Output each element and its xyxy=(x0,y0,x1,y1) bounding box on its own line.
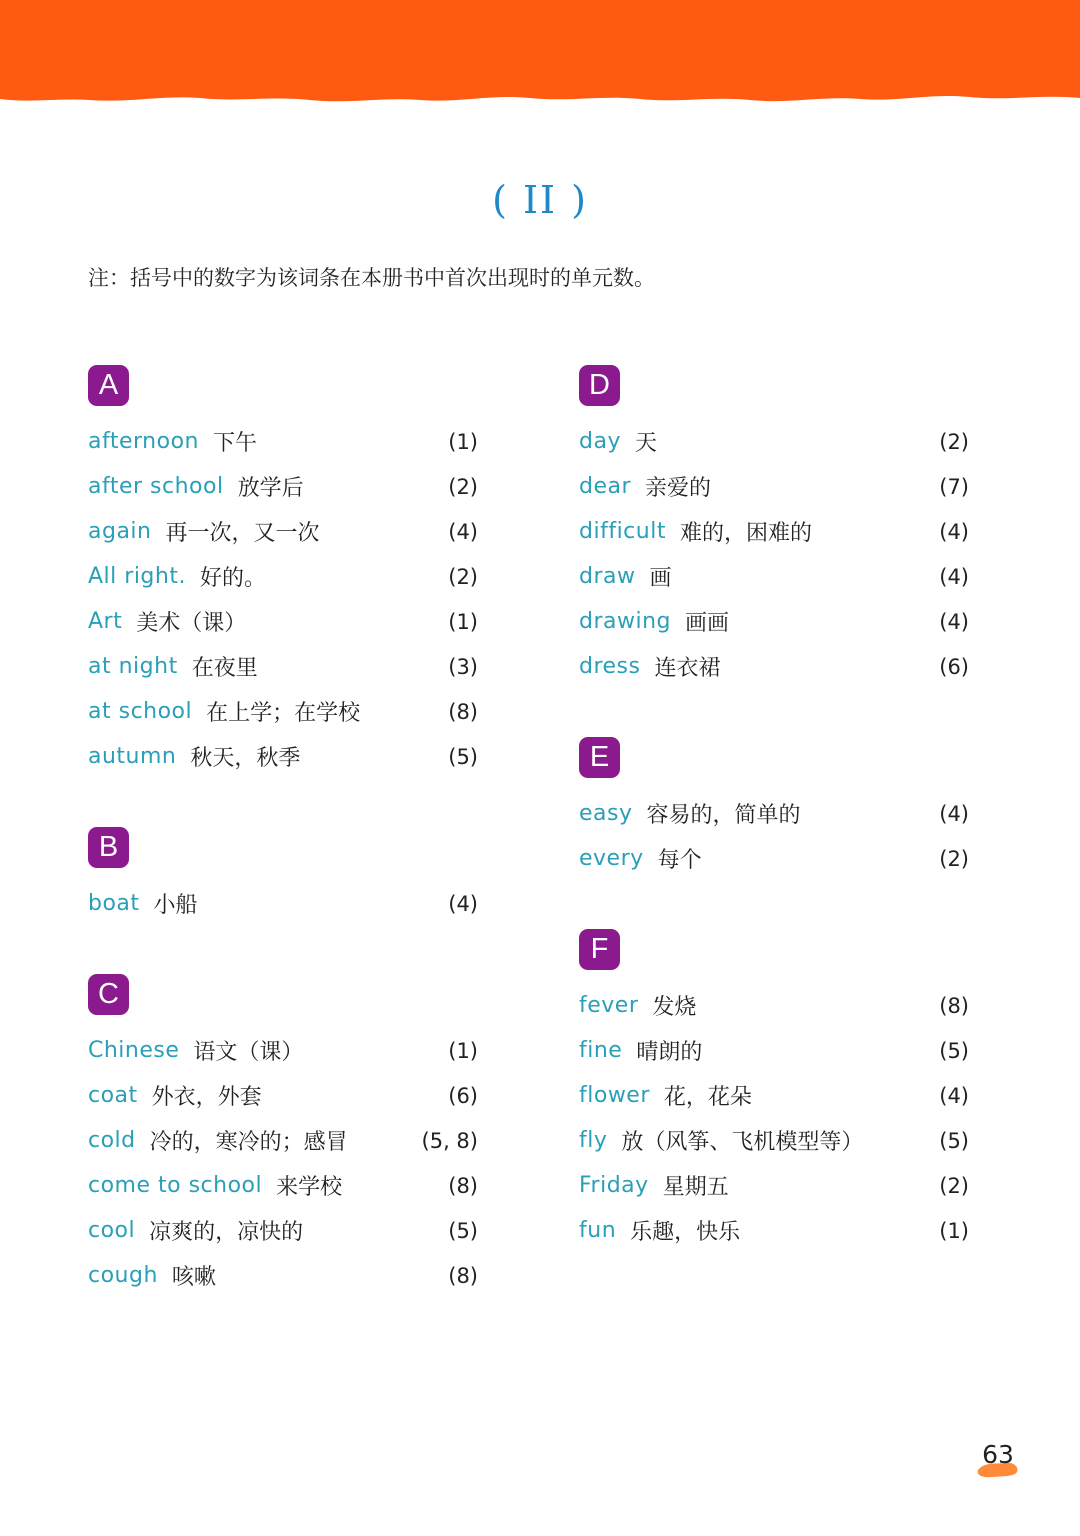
entry-word: Art xyxy=(88,609,123,634)
entry-meaning: 秋天，秋季 xyxy=(190,746,301,771)
entry-meaning: 晴朗的 xyxy=(636,1040,703,1065)
letter-group-c xyxy=(88,974,478,1298)
entry-word: again xyxy=(88,519,152,544)
group-spacer xyxy=(579,689,969,737)
entry-word: afternoon xyxy=(88,429,199,454)
entry-word: come to school xyxy=(88,1173,263,1198)
entry-meaning: 连衣裙 xyxy=(654,656,721,681)
note-text: 注：括号中的数字为该词条在本册书中首次出现时的单元数。 xyxy=(88,266,655,290)
entry-unit: (6) xyxy=(939,654,969,679)
entry-unit: (5) xyxy=(448,744,478,769)
entry-unit: (2) xyxy=(939,846,969,871)
letter-badge: A xyxy=(88,365,129,406)
vocab-entry xyxy=(88,554,478,599)
letter-badge: F xyxy=(579,929,620,970)
vocab-entry xyxy=(579,836,969,881)
entry-meaning: 画 xyxy=(649,566,672,591)
vocab-entry xyxy=(579,419,969,464)
entry-unit: (3) xyxy=(448,654,478,679)
vocab-entry xyxy=(88,1208,478,1253)
entry-word: dear xyxy=(579,474,632,499)
vocab-entry xyxy=(88,599,478,644)
vocab-entry xyxy=(88,509,478,554)
vocab-entry xyxy=(88,644,478,689)
letter-badge: B xyxy=(88,827,129,868)
vocab-entry xyxy=(579,464,969,509)
section-title: ( II ) xyxy=(492,178,588,222)
entry-unit: (4) xyxy=(939,609,969,634)
entry-unit: (1) xyxy=(448,429,478,454)
entry-unit: (4) xyxy=(448,891,478,916)
entry-word: at night xyxy=(88,654,178,679)
entry-word: cough xyxy=(88,1263,158,1288)
vocab-entry xyxy=(88,1073,478,1118)
page-number: 63 xyxy=(982,1440,1014,1469)
entry-unit: (5) xyxy=(939,1128,969,1153)
entry-word: Chinese xyxy=(88,1038,180,1063)
entry-word: cold xyxy=(88,1128,136,1153)
group-spacer xyxy=(88,779,478,827)
entry-unit: (2) xyxy=(448,564,478,589)
entry-meaning: 容易的，简单的 xyxy=(646,803,801,828)
entry-unit: (1) xyxy=(448,1038,478,1063)
vocab-entry xyxy=(579,599,969,644)
entry-word: dress xyxy=(579,654,641,679)
entry-meaning: 下午 xyxy=(212,431,257,456)
entry-word: coat xyxy=(88,1083,138,1108)
entry-unit: (4) xyxy=(448,519,478,544)
letter-group-b xyxy=(88,827,478,926)
vocab-entry xyxy=(88,1253,478,1298)
entry-word: easy xyxy=(579,801,633,826)
entry-word: drawing xyxy=(579,609,672,634)
entry-word: cool xyxy=(88,1218,136,1243)
entry-word: fly xyxy=(579,1128,608,1153)
vocab-entry xyxy=(579,1028,969,1073)
entry-unit: (4) xyxy=(939,564,969,589)
entry-meaning: 星期五 xyxy=(662,1175,729,1200)
letter-group-a xyxy=(88,365,478,779)
entry-unit: (8) xyxy=(448,1173,478,1198)
entry-meaning: 乐趣，快乐 xyxy=(630,1220,741,1245)
entry-unit: (8) xyxy=(448,699,478,724)
entry-unit: (2) xyxy=(939,429,969,454)
entry-unit: (8) xyxy=(939,993,969,1018)
entry-unit: (5, 8) xyxy=(421,1128,478,1153)
entry-meaning: 凉爽的，凉快的 xyxy=(149,1220,304,1245)
entry-word: flower xyxy=(579,1083,650,1108)
entry-meaning: 咳嗽 xyxy=(171,1265,216,1290)
letter-group-f xyxy=(579,929,969,1253)
entry-word: All right. xyxy=(88,564,186,589)
entry-meaning: 来学校 xyxy=(276,1175,343,1200)
entry-word: fun xyxy=(579,1218,617,1243)
vocab-entry xyxy=(579,1118,969,1163)
entry-unit: (1) xyxy=(448,609,478,634)
entry-word: at school xyxy=(88,699,193,724)
vocab-entry xyxy=(579,1208,969,1253)
vocab-entry xyxy=(579,1073,969,1118)
entry-unit: (4) xyxy=(939,1083,969,1108)
entry-meaning: 在夜里 xyxy=(191,656,258,681)
entry-word: fine xyxy=(579,1038,623,1063)
entry-meaning: 发烧 xyxy=(652,995,697,1020)
entry-meaning: 在上学；在学校 xyxy=(206,701,361,726)
letter-group-d xyxy=(579,365,969,689)
entry-meaning: 画画 xyxy=(685,611,730,636)
entry-unit: (7) xyxy=(939,474,969,499)
entry-unit: (8) xyxy=(448,1263,478,1288)
entry-unit: (5) xyxy=(448,1218,478,1243)
entry-meaning: 再一次，又一次 xyxy=(165,521,320,546)
left-column xyxy=(88,365,478,1298)
entry-meaning: 难的，困难的 xyxy=(679,521,812,546)
vocab-entry xyxy=(88,419,478,464)
letter-badge: C xyxy=(88,974,129,1015)
entry-meaning: 美术（课） xyxy=(136,611,247,636)
vocab-entry xyxy=(88,881,478,926)
entry-word: Friday xyxy=(579,1173,649,1198)
vocab-entry xyxy=(88,464,478,509)
vocab-entry xyxy=(88,689,478,734)
vocab-entry xyxy=(88,1163,478,1208)
entry-meaning: 放（风筝、飞机模型等） xyxy=(621,1130,864,1155)
entry-word: day xyxy=(579,429,621,454)
entry-meaning: 小船 xyxy=(153,893,198,918)
entry-word: every xyxy=(579,846,644,871)
torn-edge-banner xyxy=(0,0,1080,112)
entry-meaning: 好的。 xyxy=(199,566,266,591)
vocab-entry xyxy=(579,509,969,554)
entry-meaning: 天 xyxy=(634,431,657,456)
vocab-entry xyxy=(579,983,969,1028)
entry-word: fever xyxy=(579,993,639,1018)
vocab-entry xyxy=(88,1028,478,1073)
entry-unit: (5) xyxy=(939,1038,969,1063)
entry-unit: (4) xyxy=(939,519,969,544)
entry-meaning: 外衣，外套 xyxy=(151,1085,262,1110)
entry-unit: (4) xyxy=(939,801,969,826)
entry-unit: (2) xyxy=(939,1173,969,1198)
vocab-entry xyxy=(88,734,478,779)
entry-word: autumn xyxy=(88,744,177,769)
entry-unit: (1) xyxy=(939,1218,969,1243)
entry-word: after school xyxy=(88,474,224,499)
vocab-entry xyxy=(88,1118,478,1163)
vocab-entry xyxy=(579,554,969,599)
group-spacer xyxy=(88,926,478,974)
entry-meaning: 花，花朵 xyxy=(663,1085,752,1110)
vocab-entry xyxy=(579,791,969,836)
top-decorative-band xyxy=(0,0,1080,112)
letter-group-e xyxy=(579,737,969,881)
vocab-entry xyxy=(579,1163,969,1208)
entry-word: boat xyxy=(88,891,140,916)
right-column xyxy=(579,365,969,1253)
group-spacer xyxy=(579,881,969,929)
letter-badge: E xyxy=(579,737,620,778)
entry-unit: (2) xyxy=(448,474,478,499)
letter-badge: D xyxy=(579,365,620,406)
entry-meaning: 亲爱的 xyxy=(645,476,712,501)
entry-meaning: 放学后 xyxy=(237,476,304,501)
entry-word: difficult xyxy=(579,519,666,544)
entry-unit: (6) xyxy=(448,1083,478,1108)
entry-meaning: 每个 xyxy=(657,848,702,873)
vocab-entry xyxy=(579,644,969,689)
entry-meaning: 语文（课） xyxy=(193,1040,304,1065)
entry-meaning: 冷的，寒冷的；感冒 xyxy=(149,1130,348,1155)
entry-word: draw xyxy=(579,564,636,589)
